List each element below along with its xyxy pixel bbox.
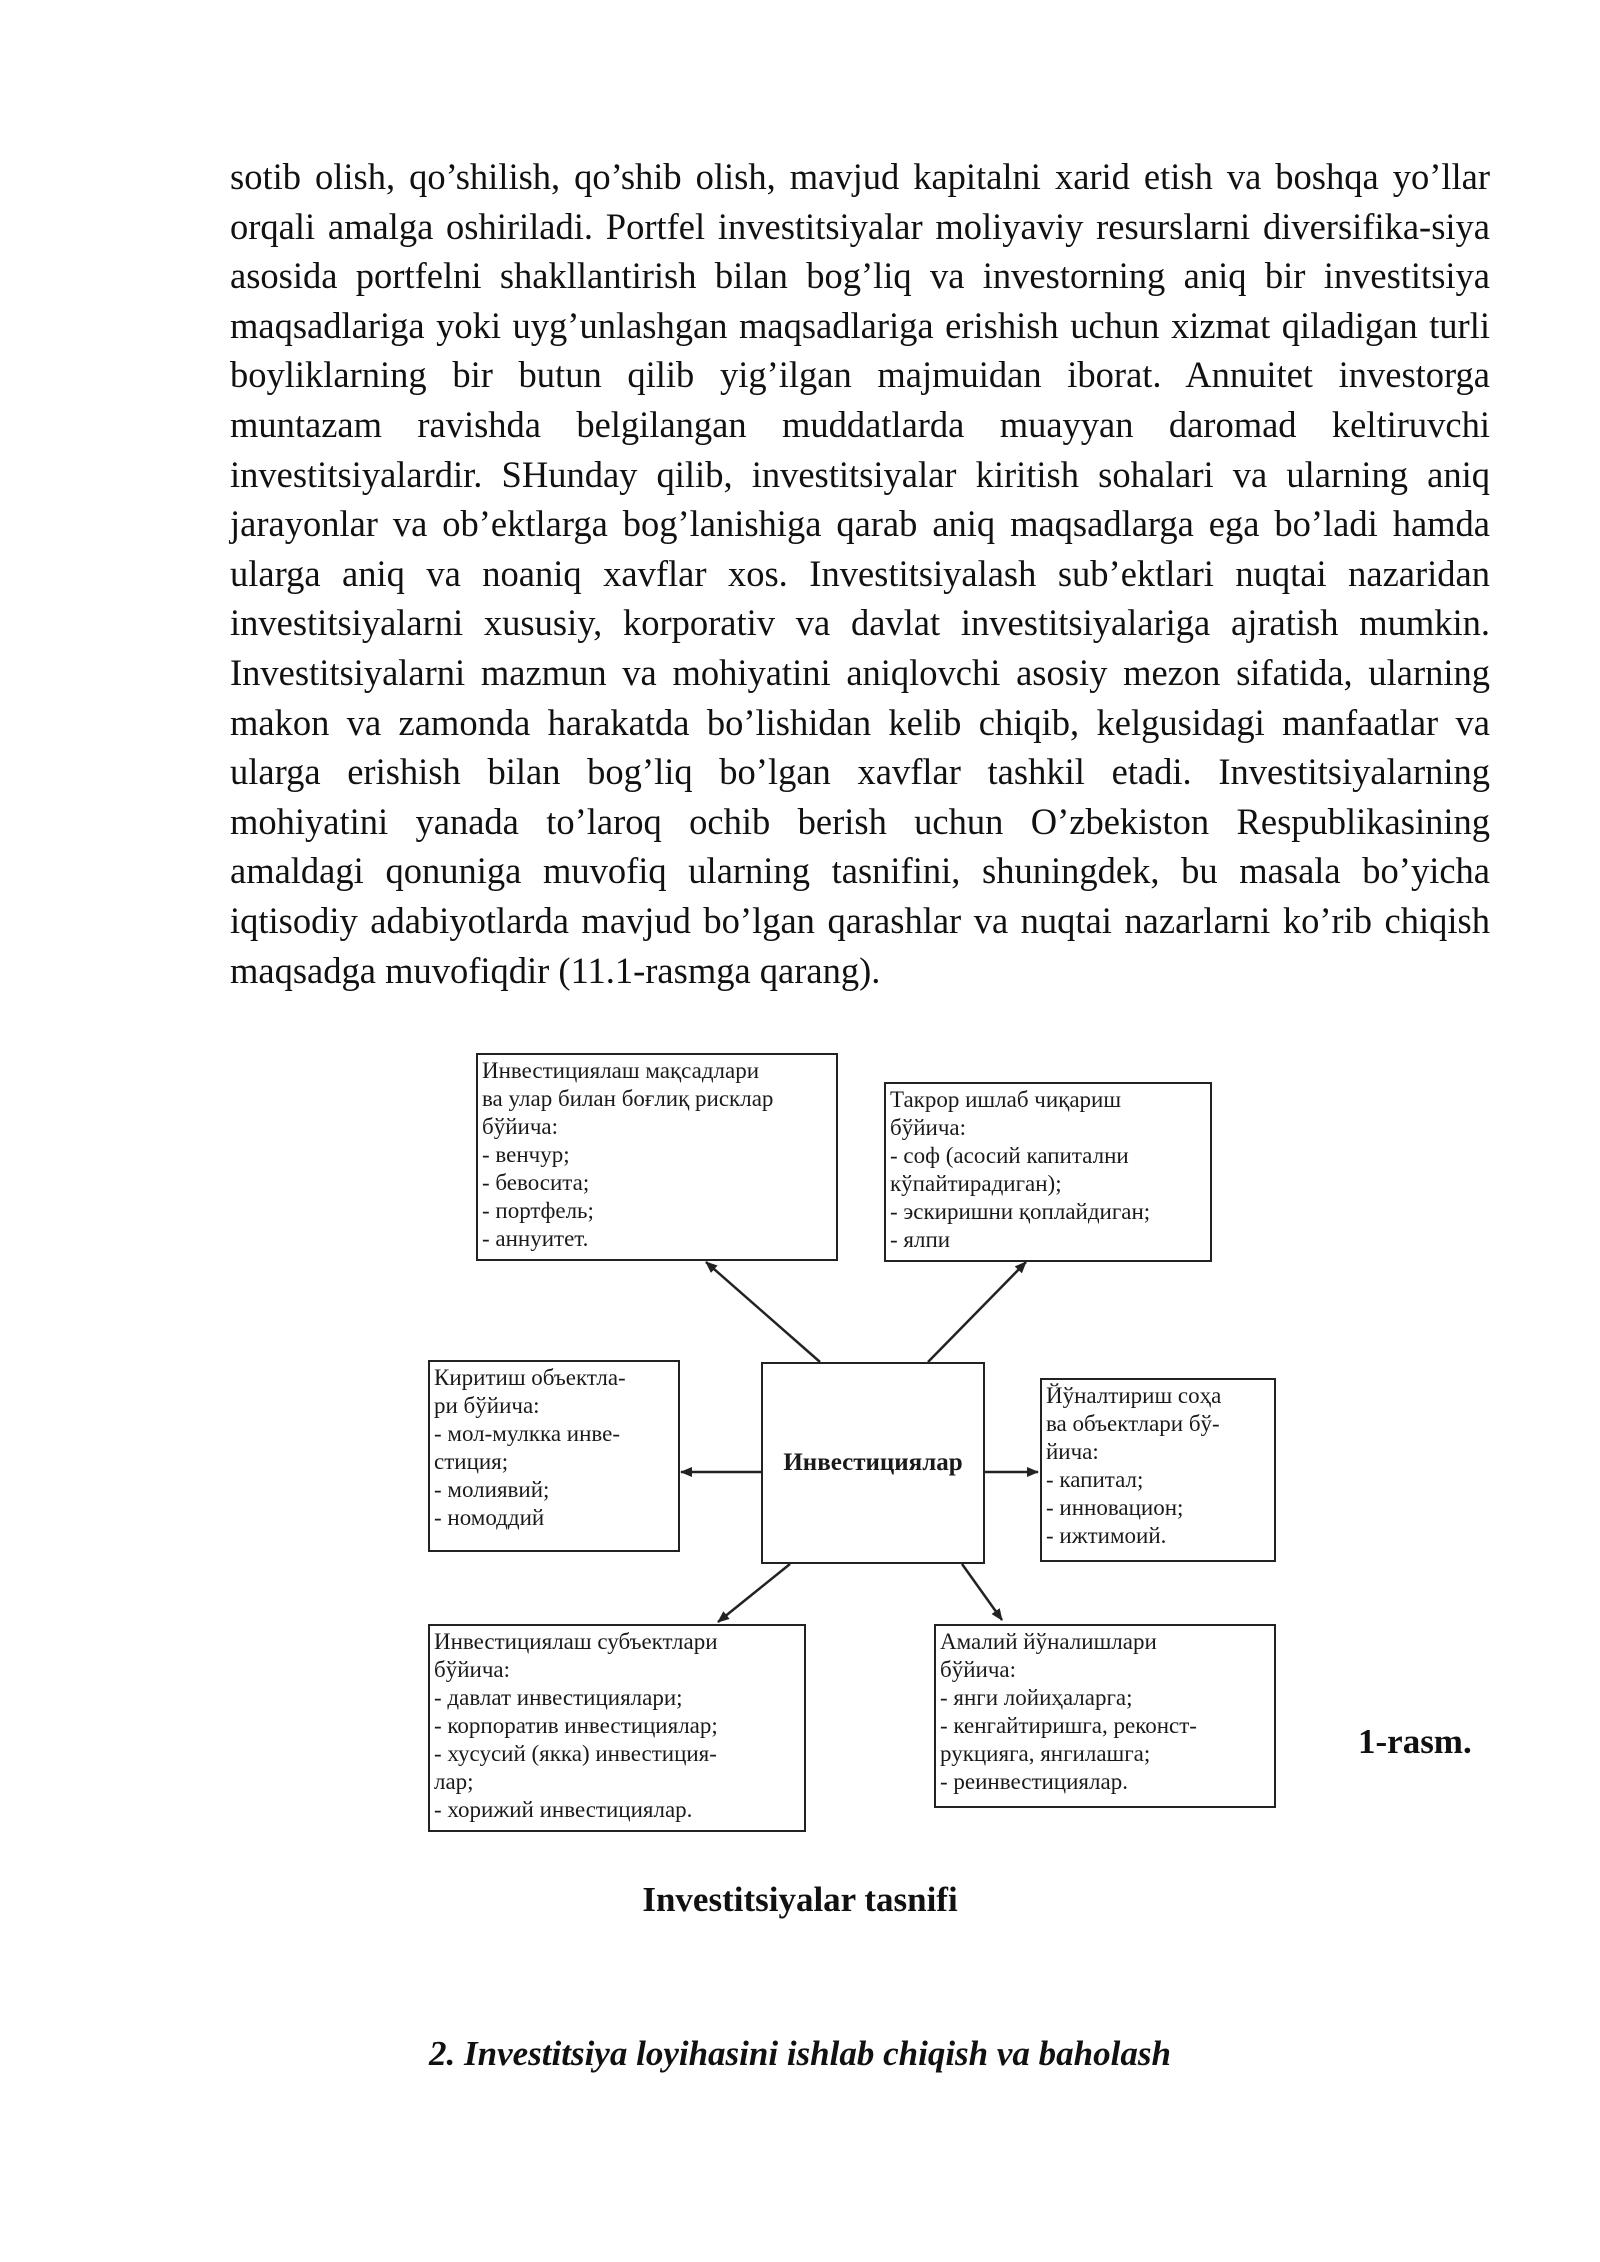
figure-caption: Investitsiyalar tasnifi	[642, 1880, 958, 1919]
box-practical: Амалий йўналишлари бўйича: - янги лойиҳаларга; - кенгайтиришга, реконст- рукцияга, янгилашга; - реинвестициялар.	[934, 1624, 1276, 1808]
section-heading: 2. Investitsiya loyihasini ishlab chiqish va baholash	[429, 2034, 1171, 2073]
box-objects: Киритиш объектла- ри бўйича: - мол-мулкка инве- стиция; - молиявий; - номоддий	[428, 1360, 680, 1552]
figure-label: 1-rasm.	[1358, 1722, 1472, 1761]
body-paragraph: sotib olish, qo’shilish, qo’shib olish, mavjud kapitalni xarid etish va boshqa yo’llar orqali amalga oshiriladi. Portfel investitsiyalar moliyaviy resurslarni diversifika-siya asosida portfelni shakllantirish bilan bog’liq va investorning aniq bir investitsiya maqsadlariga yoki uyg’unlashgan maqsadlariga erishish uchun xizmat qiladigan turli boyliklarning bir butun qilib yig’ilgan majmuidan iborat. Annuitet investorga muntazam ravishda belgilangan muddatlarda muayyan daromad keltiruvchi investitsiyalardir. SHunday qilib, investitsiyalar kiritish sohalari va ularning aniq jarayonlar va ob’ektlarga bog’lanishiga qarab aniq maqsadlarga ega bo’ladi hamda ularga aniq va noaniq xavflar xos. Investitsiyalash sub’ektlari nuqtai nazaridan investitsiyalarni xususiy, korporativ va davlat investitsiyalariga ajratish mumkin. Investitsiyalarni mazmun va mohiyatini aniqlovchi asosiy mezon sifatida, ularning makon va zamonda harakatda bo’lishidan kelib chiqib, kelgusidagi manfaatlar va ularga erishish bilan bog’liq bo’lgan xavflar tashkil etadi. Investitsiyalarning mohiyatini yanada to’laroq ochib berish uchun O’zbekiston Respublikasining amaldagi qonuniga muvofiq ularning tasnifini, shuningdek, bu masala bo’yicha iqtisodiy adabiyotlarda mavjud bo’lgan qarashlar va nuqtai nazarlarni ko’rib chiqish maqsadga muvofiqdir (11.1-rasmga qarang).	[230, 156, 1490, 991]
box-reproduction: Такрор ишлаб чиқариш бўйича: - соф (асосий капитални кўпайтирадиган); - эскиришни қоплайдиган; - ялпи	[884, 1082, 1212, 1262]
box-subjects: Инвестициялаш субъектлари бўйича: - давлат инвестициялари; - корпоратив инвестициялар; - хусусий (якка) инвестиция- лар; - хорижий инвестициялар.	[428, 1624, 806, 1832]
center-box-investments: Инвестициялар	[761, 1362, 985, 1564]
box-direction: Йўналтириш соҳа ва объектлари бў- йича: - капитал; - инновацион; - ижтимоий.	[1040, 1378, 1276, 1562]
box-goals: Инвестициялаш мақсадлари ва улар билан боғлиқ рисклар бўйича: - венчур; - бевосита; - портфель; - аннуитет.	[476, 1053, 838, 1261]
arrow-to-reproduction	[928, 1262, 1026, 1362]
arrow-to-practical	[962, 1564, 1002, 1620]
arrow-to-subjects	[718, 1564, 790, 1622]
arrow-to-goals	[706, 1262, 820, 1362]
